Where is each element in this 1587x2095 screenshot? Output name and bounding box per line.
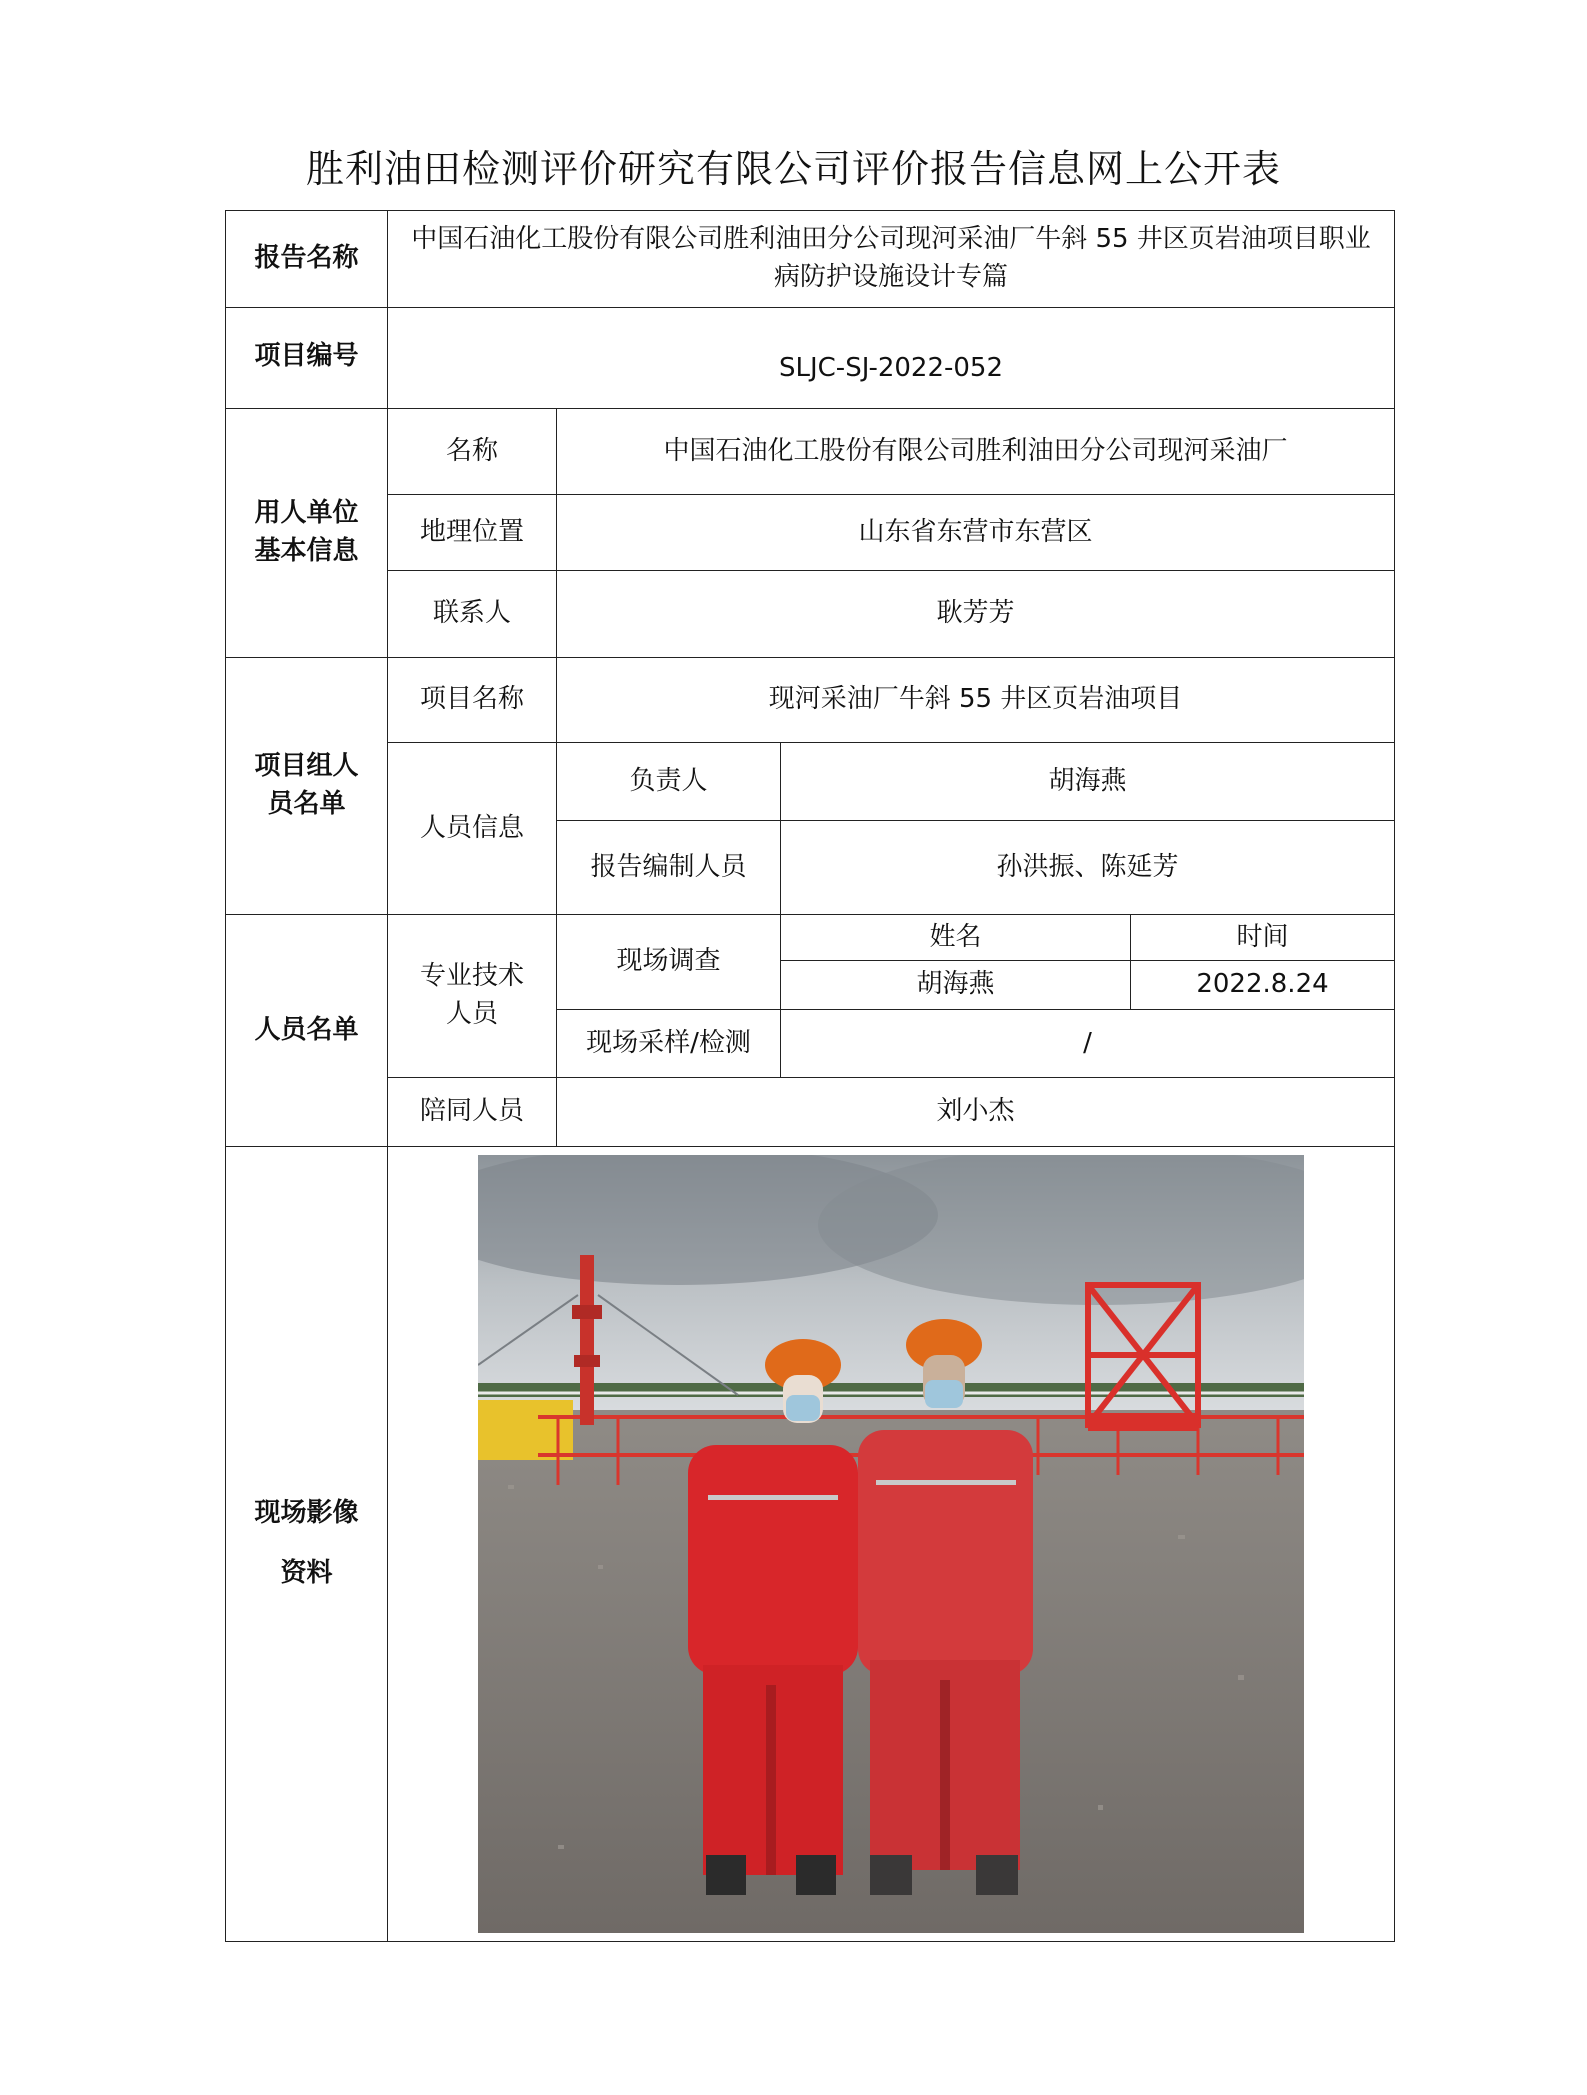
- employer-name-label: 名称: [388, 409, 557, 495]
- row-team-project: [226, 658, 1395, 743]
- staff-tech-label: 专业技术人员: [388, 915, 557, 1078]
- photo-cell: [388, 1147, 1395, 1942]
- staff-escort-value: 刘小杰: [557, 1078, 1395, 1147]
- row-staff-escort: [226, 1078, 1395, 1147]
- row-project-code: [226, 308, 1395, 409]
- team-leader-value: 胡海燕: [781, 743, 1395, 821]
- team-authors-label: 报告编制人员: [557, 821, 781, 915]
- staff-survey-label: 现场调查: [557, 915, 781, 1010]
- employer-location-label: 地理位置: [388, 495, 557, 571]
- report-name-value: 中国石油化工股份有限公司胜利油田分公司现河采油厂牛斜 55 井区页岩油项目职业病防护设施设计专篇: [388, 211, 1395, 308]
- staff-escort-label: 陪同人员: [388, 1078, 557, 1147]
- survey-col-time: 时间: [1131, 915, 1395, 961]
- employer-name-value: 中国石油化工股份有限公司胜利油田分公司现河采油厂: [557, 409, 1395, 495]
- survey-col-name: 姓名: [781, 915, 1131, 961]
- team-project-name-value: 现河采油厂牛斜 55 井区页岩油项目: [557, 658, 1395, 743]
- page-title: 胜利油田检测评价研究有限公司评价报告信息网上公开表: [305, 147, 1281, 191]
- project-code-label: 项目编号: [226, 308, 388, 409]
- team-label: 项目组人员名单: [226, 658, 388, 915]
- row-employer-location: [226, 495, 1395, 571]
- row-report-name: [226, 211, 1395, 308]
- project-code-value: SLJC-SJ-2022-052: [388, 308, 1395, 409]
- disclosure-table: [225, 210, 1395, 1942]
- photo-label-line1: 现场影像: [254, 1498, 359, 1529]
- row-staff-survey-header: [226, 915, 1395, 961]
- report-name-label: 报告名称: [226, 211, 388, 308]
- staff-sampling-label: 现场采样/检测: [557, 1010, 781, 1078]
- row-employer-contact: [226, 571, 1395, 658]
- staff-sampling-value: /: [781, 1010, 1395, 1078]
- team-project-name-label: 项目名称: [388, 658, 557, 743]
- employer-label: 用人单位基本信息: [226, 409, 388, 658]
- employer-contact-value: 耿芳芳: [557, 571, 1395, 658]
- row-employer-name: [226, 409, 1395, 495]
- site-photo: [478, 1155, 1304, 1933]
- photo-section-label: [226, 1147, 388, 1942]
- team-authors-value: 孙洪振、陈延芳: [781, 821, 1395, 915]
- photo-label-line2: 资料: [280, 1558, 333, 1588]
- employer-location-value: 山东省东营市东营区: [557, 495, 1395, 571]
- employer-contact-label: 联系人: [388, 571, 557, 658]
- team-leader-label: 负责人: [557, 743, 781, 821]
- survey-name-value: 胡海燕: [781, 961, 1131, 1010]
- row-photo: [226, 1147, 1395, 1942]
- team-personnel-label: 人员信息: [388, 743, 557, 915]
- staff-label: 人员名单: [226, 915, 388, 1147]
- row-team-leader: [226, 743, 1395, 821]
- survey-time-value: 2022.8.24: [1131, 961, 1395, 1010]
